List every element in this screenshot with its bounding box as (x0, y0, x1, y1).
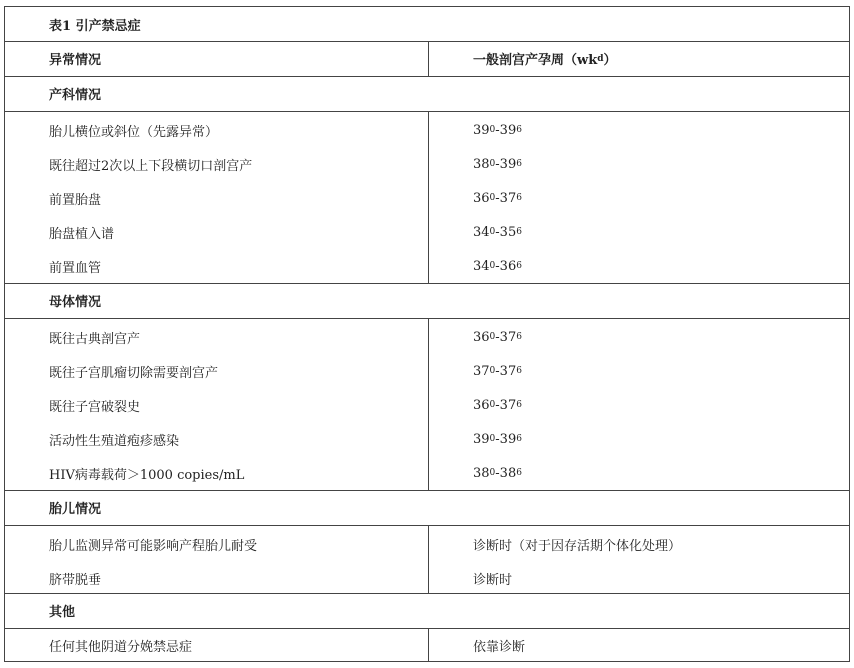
gw-from-week: 36 (473, 397, 490, 413)
gw-to-week: -39 (495, 156, 517, 172)
gestation-cell: 34 0 -36 6 (473, 258, 522, 274)
contraindications-table (4, 6, 850, 662)
condition-cell: 活动性生殖道疱疹感染 (49, 433, 180, 449)
table-caption: 表1 引产禁忌症 (49, 18, 141, 34)
section-title: 产科情况 (49, 88, 102, 103)
gw-from-week: 37 (473, 363, 490, 379)
timing-cell: 依靠诊断 (473, 639, 526, 655)
condition-cell: 既往子宫破裂史 (49, 399, 141, 415)
table-row (5, 354, 849, 388)
gestation-cell: 39 0 -39 6 (473, 431, 522, 447)
gestation-cell: 39 0 -39 6 (473, 122, 522, 138)
gw-to-week: -37 (495, 363, 517, 379)
table-row (5, 456, 849, 490)
table-row (5, 113, 849, 147)
condition-cell: 既往古典剖宫产 (49, 331, 141, 347)
gestation-cell: 37 0 -37 6 (473, 363, 522, 379)
header-condition: 异常情况 (49, 53, 102, 68)
gw-to-week: -37 (495, 190, 517, 206)
gw-from-week: 38 (473, 156, 490, 172)
gw-from-week: 34 (473, 224, 490, 240)
condition-cell: 既往子宫肌瘤切除需要剖宫产 (49, 365, 219, 381)
gw-from-week: 38 (473, 465, 490, 481)
condition-cell: 前置血管 (49, 260, 102, 276)
section-title-row (5, 593, 849, 628)
timing-cell: 诊断时（对于因存活期个体化处理） (473, 538, 682, 554)
header-gw-end: ） (603, 53, 617, 68)
gw-from-week: 36 (473, 190, 490, 206)
table-row (5, 628, 849, 662)
gw-to-week: -39 (495, 431, 517, 447)
section-title: 胎儿情况 (49, 502, 102, 517)
gw-from-week: 34 (473, 258, 490, 274)
table-row (5, 320, 849, 354)
condition-cell: 胎儿监测异常可能影响产程胎儿耐受 (49, 538, 258, 554)
gw-from-week: 39 (473, 122, 490, 138)
condition-cell: HIV病毒载荷＞1000 copies/mL (49, 467, 245, 483)
gestation-cell: 36 0 -37 6 (473, 397, 522, 413)
gw-to-week: -37 (495, 329, 517, 345)
table-row (5, 249, 849, 283)
condition-cell: 任何其他阴道分娩禁忌症 (49, 639, 193, 655)
gestation-cell: 38 0 -39 6 (473, 156, 522, 172)
gestation-cell: 36 0 -37 6 (473, 329, 522, 345)
table-row (5, 561, 849, 595)
table-row (5, 422, 849, 456)
section-title: 其他 (49, 605, 76, 620)
section-title: 母体情况 (49, 295, 102, 310)
gw-from-week: 36 (473, 329, 490, 345)
table-row (5, 215, 849, 249)
condition-cell: 脐带脱垂 (49, 572, 102, 588)
condition-cell: 胎盘植入谱 (49, 226, 115, 242)
section-title-row (5, 283, 849, 318)
gestation-cell: 38 0 -38 6 (473, 465, 522, 481)
gw-to-week: -36 (495, 258, 517, 274)
condition-cell: 既往超过2次以上下段横切口剖宫产 (49, 158, 253, 174)
section-title-row (5, 490, 849, 525)
table-row (5, 527, 849, 561)
header-gw-text: 一般剖宫产孕周（wk (473, 53, 598, 68)
timing-cell: 诊断时 (473, 572, 513, 588)
section-title-row (5, 76, 849, 111)
table-header-row (5, 41, 849, 76)
gw-to-week: -35 (495, 224, 517, 240)
gw-to-week: -38 (495, 465, 517, 481)
gestation-cell: 36 0 -37 6 (473, 190, 522, 206)
table-row (5, 147, 849, 181)
gw-from-week: 39 (473, 431, 490, 447)
table-caption-row (5, 7, 849, 41)
gestation-cell: 34 0 -35 6 (473, 224, 522, 240)
table-row (5, 181, 849, 215)
gw-to-week: -37 (495, 397, 517, 413)
condition-cell: 胎儿横位或斜位（先露异常） (49, 124, 219, 140)
header-gestational-week: 一般剖宫产孕周（wk d ） (473, 41, 617, 76)
gw-to-week: -39 (495, 122, 517, 138)
condition-cell: 前置胎盘 (49, 192, 102, 208)
table-row (5, 388, 849, 422)
